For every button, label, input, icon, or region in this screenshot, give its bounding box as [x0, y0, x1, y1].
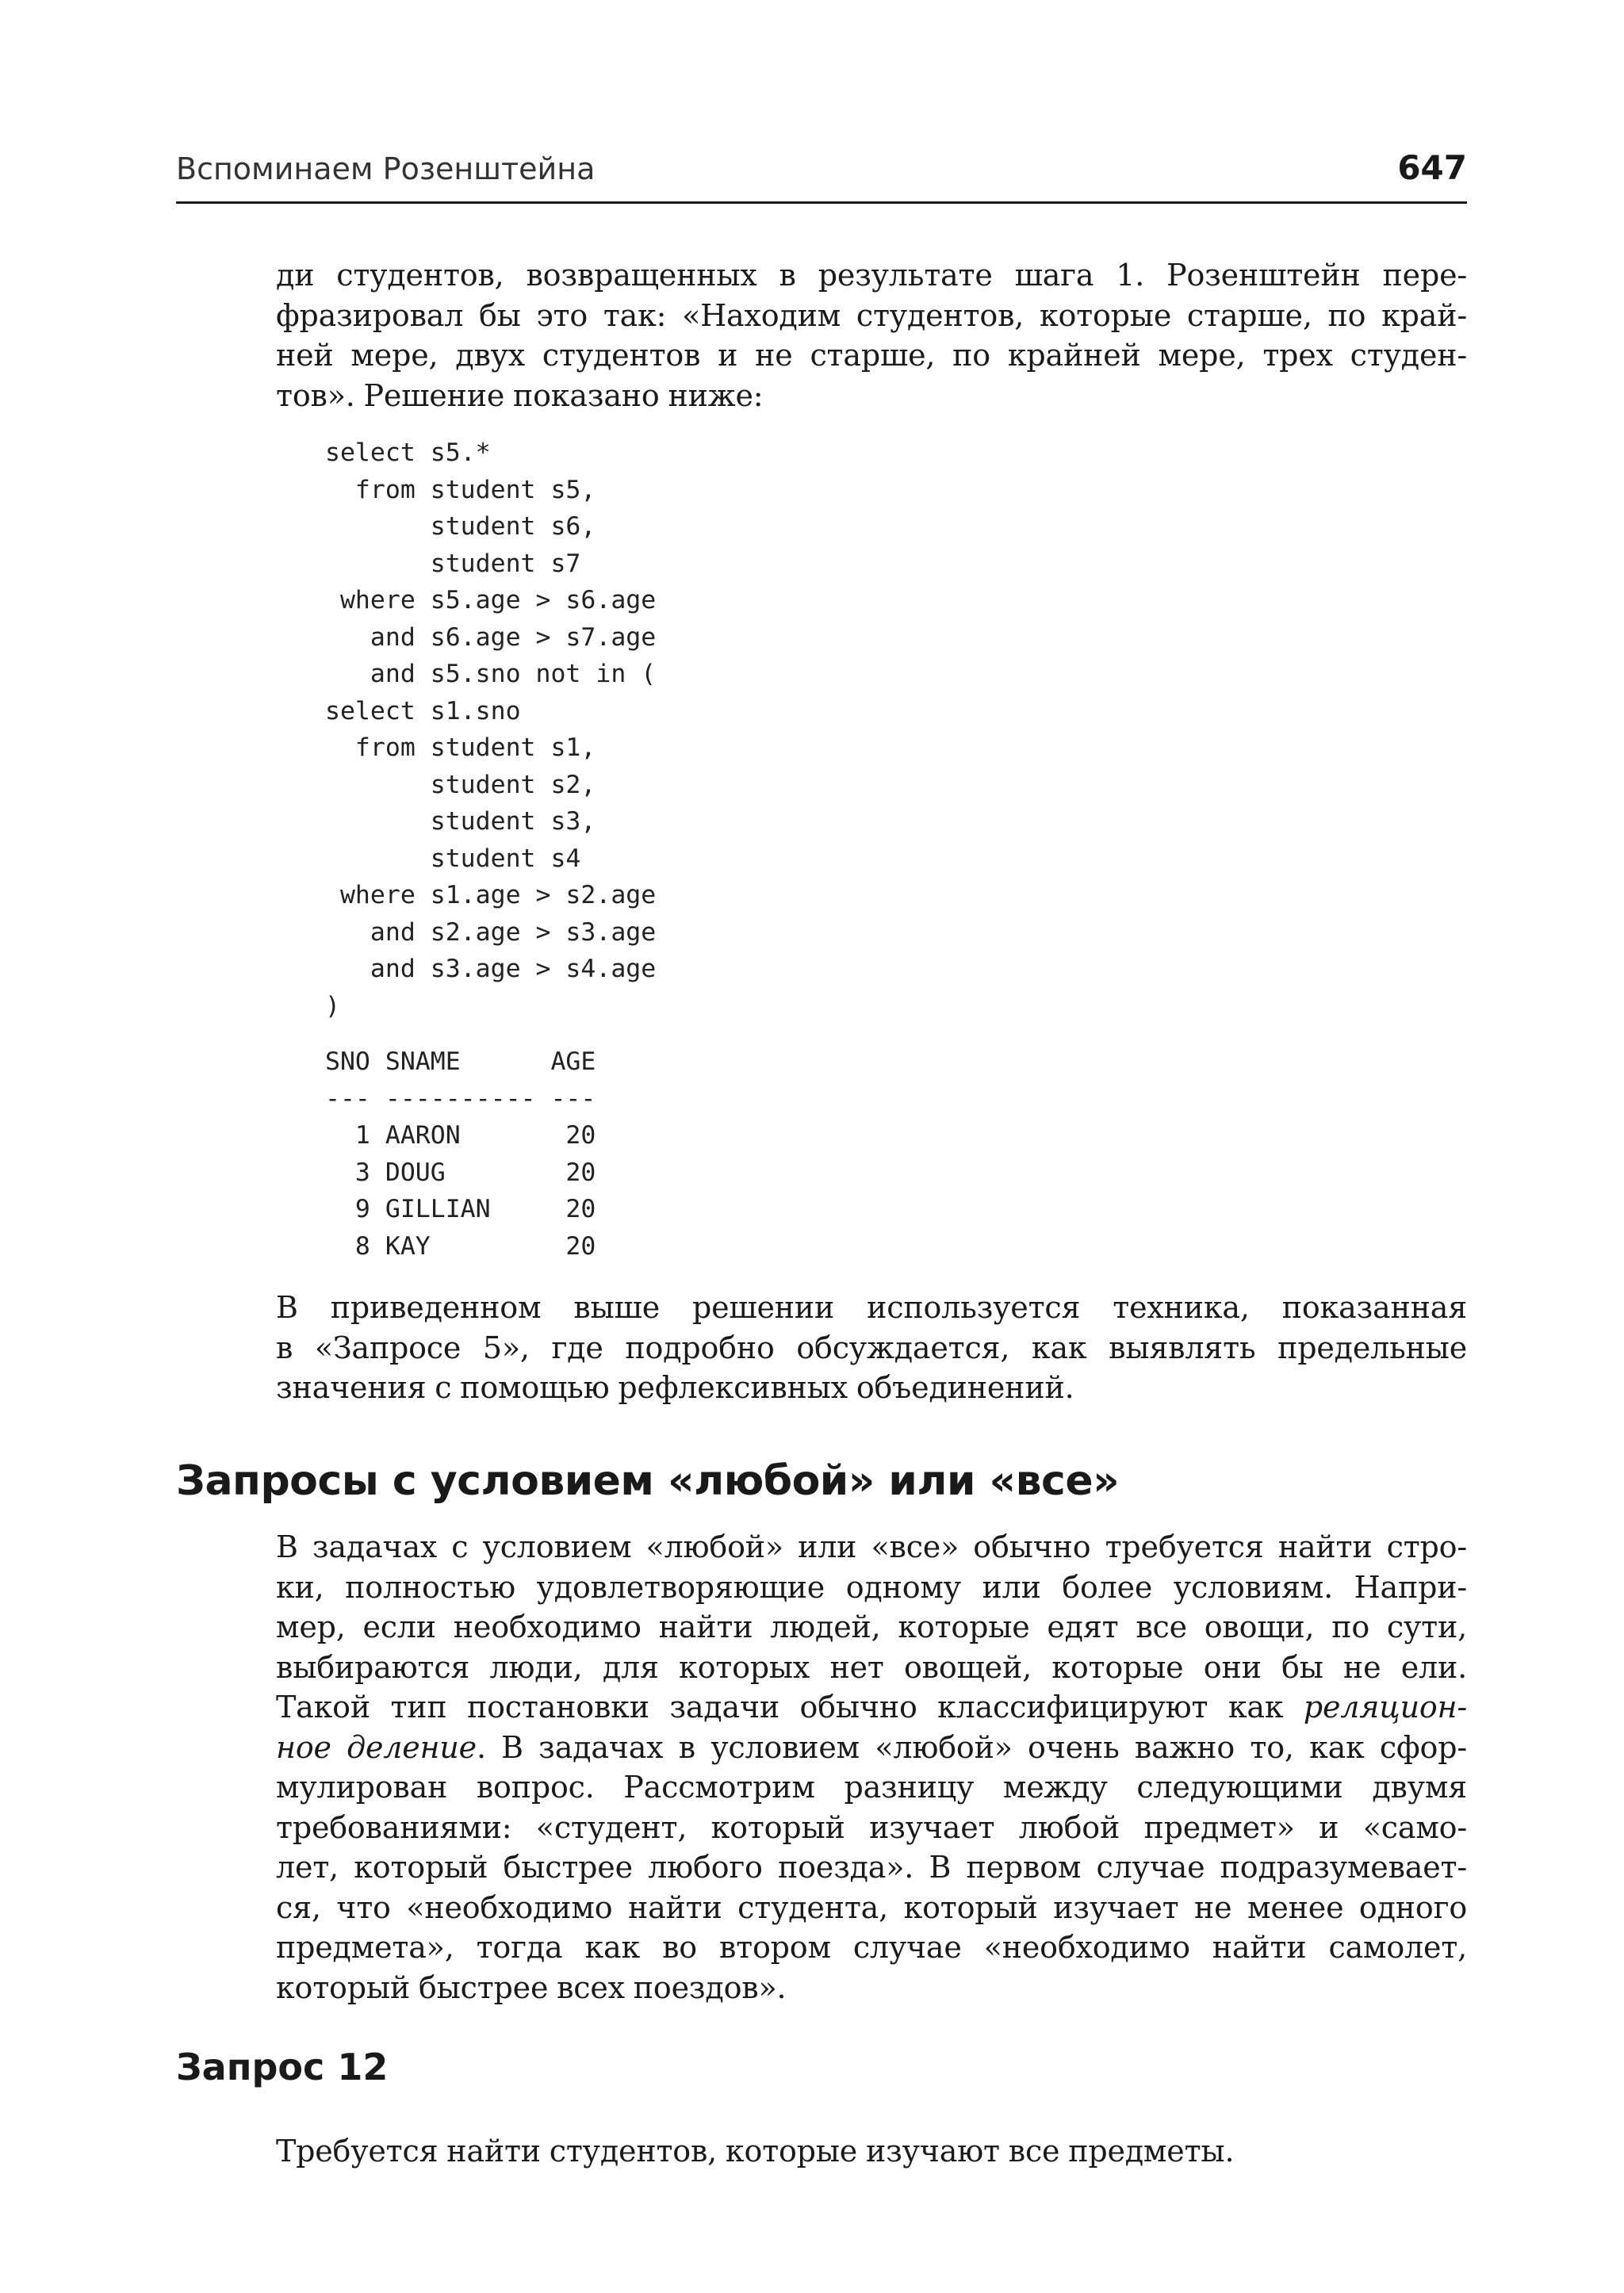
text-line: предмета», тогда как во втором случае «необходимо найти самолет,	[276, 1930, 1467, 1965]
running-header	[176, 149, 1467, 204]
paragraph	[276, 255, 1467, 415]
text-line: требованиями: «студент, который изучает любой предмет» и «само-	[276, 1809, 1467, 1845]
code-line: student s6,	[325, 512, 596, 541]
text-line: лет, который быстрее любого поезда». В первом случае подразумевает-	[276, 1850, 1467, 1885]
code-line: from student s5,	[325, 475, 596, 504]
code-line: student s2,	[325, 770, 596, 799]
result-row: 8 KAY 20	[325, 1231, 596, 1261]
result-header: SNO SNAME AGE	[325, 1047, 596, 1076]
result-row: 1 AARON 20	[325, 1121, 596, 1150]
after-code-paragraph	[276, 1288, 1467, 1408]
text-line: ди студентов, возвращенных в результате шага 1. Розенштейн пере-	[276, 258, 1467, 293]
paragraph	[276, 2131, 1467, 2172]
code-line: student s4	[325, 844, 581, 873]
text-line: Требуется найти студентов, которые изучают все предметы.	[276, 2134, 1235, 2169]
running-title: Вспоминаем Розенштейна	[176, 151, 596, 186]
italic-term: реляцион-	[1303, 1690, 1467, 1725]
text-line: В задачах с условием «любой» или «все» обычно требуется найти стро-	[276, 1529, 1467, 1564]
sql-code-block	[325, 434, 656, 1024]
code-line: and s3.age > s4.age	[325, 955, 657, 983]
code-line: and s5.sno not in (	[325, 660, 657, 688]
result-separator: --- ---------- ---	[325, 1084, 596, 1113]
section-paragraph	[276, 1527, 1467, 2008]
section-heading: Запросы с условием «любой» или «все»	[176, 1457, 1120, 1505]
text-line: мулирован вопрос. Рассмотрим разницу между следующими двумя	[276, 1770, 1467, 1805]
text-line: значения с помощью рефлексивных объединений.	[276, 1370, 1074, 1405]
text-line: ней мере, двух студентов и не старше, по крайней мере, трех студен-	[276, 338, 1467, 373]
subsection-heading: Запрос 12	[176, 2046, 389, 2088]
code-line: where s5.age > s6.age	[325, 586, 657, 614]
code-line: student s3,	[325, 807, 596, 836]
code-line: and s6.age > s7.age	[325, 622, 657, 652]
text-line: который быстрее всех поездов».	[276, 1970, 787, 2005]
intro-paragraph	[276, 255, 1467, 415]
code-line: and s2.age > s3.age	[325, 917, 657, 947]
result-row: 3 DOUG 20	[325, 1158, 596, 1187]
text-line: мер, если необходимо найти людей, которые едят все овощи, по сути,	[276, 1610, 1467, 1644]
paragraph	[276, 1288, 1467, 1408]
text-line	[276, 1728, 1467, 1768]
text-line: В приведенном выше решении используется техника, показанная	[276, 1290, 1467, 1325]
text-run: Такой тип постановки задачи обычно классифицируют как	[276, 1690, 1304, 1725]
result-row: 9 GILLIAN 20	[325, 1195, 596, 1223]
italic-term: ное деление	[276, 1729, 477, 1765]
text-line: фразировал бы это так: «Находим студентов, которые старше, по край-	[276, 297, 1467, 333]
text-line: в «Запросе 5», где подробно обсуждается, как выявлять предельные	[276, 1330, 1467, 1365]
code-line: where s1.age > s2.age	[325, 881, 657, 909]
code-line: )	[325, 991, 340, 1020]
subsection-paragraph	[276, 2131, 1467, 2172]
text-line: ся, что «необходимо найти студента, который изучает не менее одного	[276, 1889, 1467, 1925]
code-line: from student s1,	[325, 733, 596, 762]
result-table	[325, 1043, 596, 1265]
text-line: тов». Решение показано ниже:	[276, 377, 764, 413]
code-line: select s1.sno	[325, 696, 521, 725]
text-line: выбираются люди, для которых нет овощей, которые они бы не ели.	[276, 1649, 1467, 1685]
text-line: ки, полностью удовлетворяющие одному или более условиям. Напри-	[276, 1569, 1467, 1605]
page-number: 647	[1397, 148, 1467, 187]
text-line	[276, 1687, 1467, 1728]
code-line: select s5.*	[325, 438, 491, 467]
paragraph	[276, 1527, 1467, 2008]
text-run: . В задачах в условием «любой» очень важно то, как сфор-	[476, 1729, 1467, 1765]
code-line: student s7	[325, 549, 581, 578]
